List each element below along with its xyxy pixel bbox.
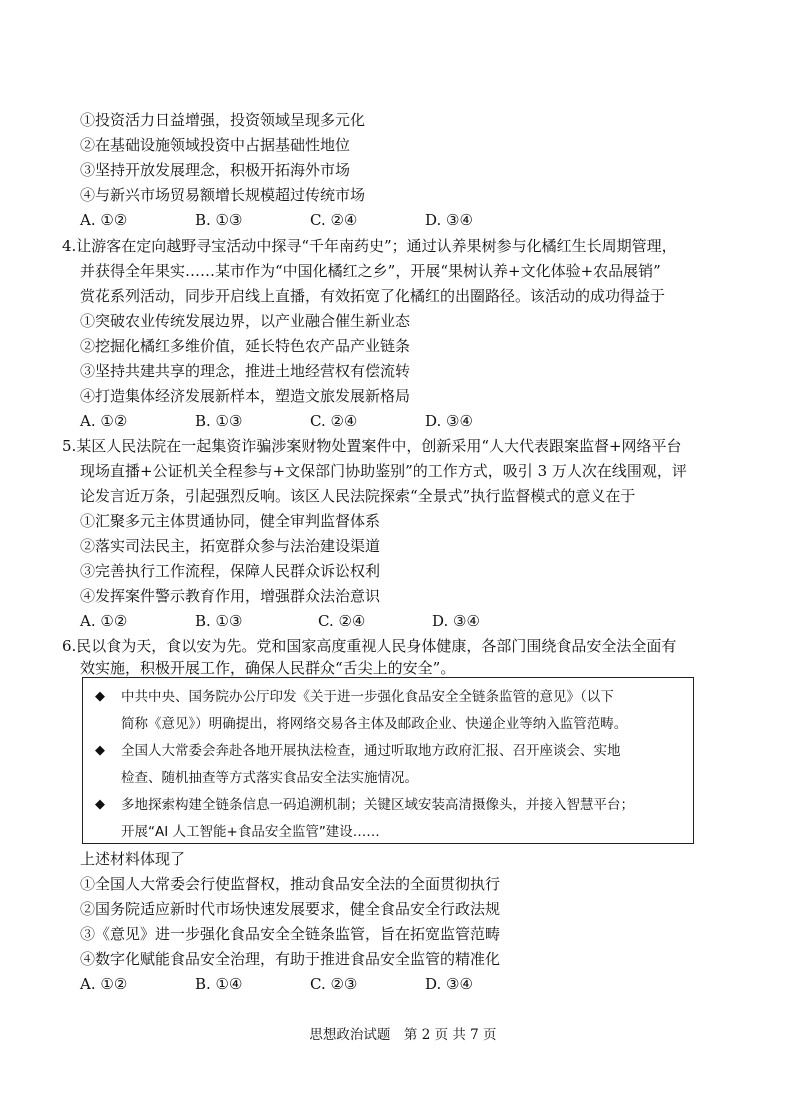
q6-material-3-line-1: 多地探索构建全链条信息一码追溯机制；关键区域安装高清摄像头，并接入智慧平台；	[121, 797, 634, 813]
q4-stem-line-3: 赏花系列活动，同步开启线上直播，有效拓宽了化橘红的出圈路径。该活动的成功得益于	[80, 287, 666, 305]
q6-option-3: ③《意见》进一步强化食品安全全链条监管，旨在拓宽监管范畴	[80, 925, 501, 943]
q6-material-2-line-2: 检查、随机抽查等方式落实食品安全法实施情况。	[121, 770, 418, 786]
q6-choice-c: C. ②③	[310, 975, 358, 993]
bullet-icon: ◆	[95, 797, 105, 812]
q3-option-2: ②在基础设施领域投资中占据基础性地位	[80, 136, 351, 154]
q5-choice-a: A. ①②	[80, 612, 128, 630]
q3-option-1: ①投资活力日益增强，投资领域呈现多元化	[80, 111, 366, 129]
q4-choice-a: A. ①②	[80, 412, 128, 430]
q6-material-3-line-2: 开展“AI 人工智能+食品安全监管”建设……	[121, 824, 380, 840]
q3-choice-c: C. ②④	[310, 211, 358, 229]
q6-choice-a: A. ①②	[80, 975, 128, 993]
q3-option-3: ③坚持开放发展理念，积极开拓海外市场	[80, 161, 351, 179]
q4-stem-line-1: 4.让游客在定向越野寻宝活动中探寻“千年南药史”；通过认养果树参与化橘红生长周期管理，	[62, 237, 677, 255]
q6-option-4: ④数字化赋能食品安全治理，有助于推进食品安全监管的精准化	[80, 950, 501, 968]
q4-choice-d: D. ③④	[425, 412, 473, 430]
q3-choice-a: A. ①②	[80, 211, 128, 229]
q4-option-3: ③坚持共建共享的理念，推进土地经营权有偿流转	[80, 362, 411, 380]
q6-choice-b: B. ①④	[195, 975, 243, 993]
q6-material-2-line-1: 全国人大常委会奔赴各地开展执法检查，通过听取地方政府汇报、召开座谈会、实地	[121, 743, 621, 759]
q3-choice-b: B. ①③	[195, 211, 243, 229]
q5-choice-d: D. ③④	[432, 612, 480, 630]
q5-stem-line-2: 现场直播+公证机关全程参与+文保部门协助鉴别”的工作方式，吸引 3 万人次在线围观，评	[80, 462, 687, 480]
q4-option-4: ④打造集体经济发展新样本，塑造文旅发展新格局	[80, 387, 411, 405]
q6-choice-d: D. ③④	[425, 975, 473, 993]
q6-material-1-line-1: 中共中央、国务院办公厅印发《关于进一步强化食品安全全链条监管的意见》（以下	[121, 689, 614, 705]
q4-choice-b: B. ①③	[195, 412, 243, 430]
q6-option-2: ②国务院适应新时代市场快速发展要求，健全食品安全行政法规	[80, 900, 501, 918]
q6-material-box	[82, 677, 694, 844]
q5-stem-line-1: 5.某区人民法院在一起集资诈骗涉案财物处置案件中，创新采用“人大代表跟案监督+网络平台	[62, 437, 682, 455]
q5-option-4: ④发挥案件警示教育作用，增强群众法治意识	[80, 587, 381, 605]
q6-prompt: 上述材料体现了	[80, 850, 186, 868]
q5-option-2: ②落实司法民主，拓宽群众参与法治建设渠道	[80, 537, 381, 555]
bullet-icon: ◆	[95, 743, 105, 758]
bullet-icon: ◆	[95, 689, 105, 704]
q6-option-1: ①全国人大常委会行使监督权，推动食品安全法的全面贯彻执行	[80, 875, 501, 893]
q4-option-1: ①突破农业传统发展边界，以产业融合催生新业态	[80, 312, 411, 330]
q5-choice-b: B. ①③	[195, 612, 243, 630]
q5-option-3: ③完善执行工作流程，保障人民群众诉讼权利	[80, 562, 381, 580]
q4-choice-c: C. ②④	[310, 412, 358, 430]
q3-choice-d: D. ③④	[425, 211, 473, 229]
q4-stem-line-2: 并获得全年果实……某市作为“中国化橘红之乡”，开展“果树认养+文化体验+农品展销”	[80, 262, 661, 280]
q5-choice-c: C. ②④	[318, 612, 366, 630]
q5-option-1: ①汇聚多元主体贯通协同，健全审判监督体系	[80, 512, 381, 530]
q6-stem-line-2: 效实施，积极开展工作，确保人民群众“舌尖上的安全”。	[80, 659, 456, 677]
q6-material-1-line-2: 简称《意见》）明确提出，将网络交易各主体及邮政企业、快递企业等纳入监管范畴。	[121, 716, 628, 732]
q4-option-2: ②挖掘化橘红多维价值，延长特色农产品产业链条	[80, 337, 411, 355]
page-footer: 思想政治试题 第 2 页 共 7 页	[309, 1027, 497, 1043]
q6-stem-line-1: 6.民以食为天，食以安为先。党和国家高度重视人民身体健康，各部门围绕食品安全法全面有	[62, 637, 677, 655]
q3-option-4: ④与新兴市场贸易额增长规模超过传统市场	[80, 186, 366, 204]
q5-stem-line-3: 论发言近万条，引起强烈反响。该区人民法院探索“全景式”执行监督模式的意义在于	[80, 487, 636, 505]
